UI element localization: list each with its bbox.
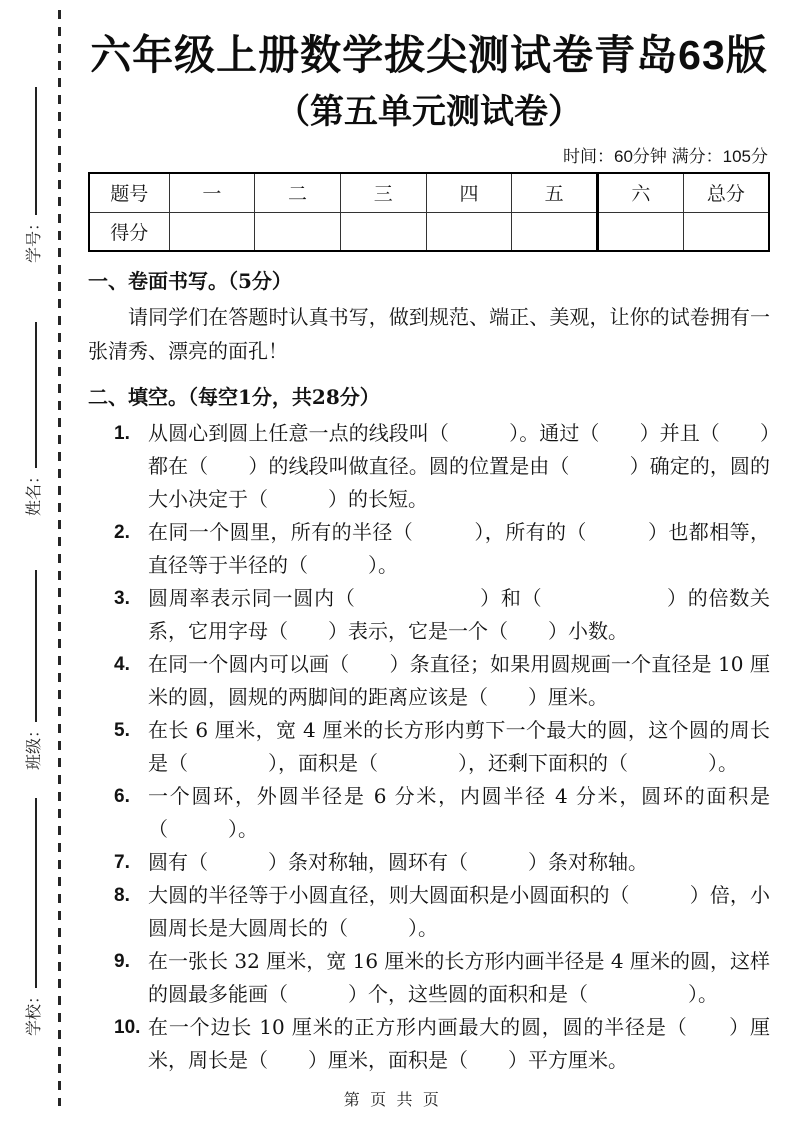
question-number: 5. <box>114 720 130 741</box>
question-item <box>114 417 770 516</box>
score-cell-empty <box>340 212 426 251</box>
question-number: 9. <box>114 951 130 972</box>
question-item <box>114 1011 770 1077</box>
question-item <box>114 516 770 582</box>
school-label: 学校： <box>26 987 43 1036</box>
score-row-label: 得分 <box>89 212 169 251</box>
question-text: 在同一个圆内可以画（ ）条直径；如果用圆规画一个直径是 10 厘米的圆，圆规的两脚间的距离应该是（ ）厘米。 <box>148 652 770 709</box>
question-text: 从圆心到圆上任意一点的线段叫（ ）。通过（ ）并且（ ）都在（ ）的线段叫做直径。圆的位置是由（ ）确定的，圆的大小决定于（ ）的长短。 <box>148 421 770 511</box>
score-table <box>88 172 770 252</box>
question-item <box>114 648 770 714</box>
score-table-score-row <box>89 212 769 251</box>
score-table-header-cell: 题号 <box>89 173 169 212</box>
score-table-header-row <box>89 173 769 212</box>
name-blank-line <box>33 322 37 468</box>
seal-field-name <box>22 322 48 516</box>
name-label: 姓名： <box>26 467 43 516</box>
question-number: 7. <box>114 852 130 873</box>
score-cell-empty <box>512 212 598 251</box>
question-text: 圆周率表示同一圆内（ ）和（ ）的倍数关系，它用字母（ ）表示，它是一个（ ）小数。 <box>148 586 770 643</box>
fill-in-blank-question-list <box>114 417 770 1077</box>
question-number: 10. <box>114 1017 141 1038</box>
question-item <box>114 879 770 945</box>
question-item <box>114 945 770 1011</box>
class-blank-line <box>33 570 37 722</box>
page-footer: 第页共页 <box>343 1090 450 1109</box>
question-item <box>114 714 770 780</box>
score-cell-empty <box>255 212 341 251</box>
score-table-header-cell: 二 <box>255 173 341 212</box>
score-table-header-cell: 六 <box>598 173 684 212</box>
paper-title: 六年级上册数学拔尖测试卷青岛63版 <box>90 32 768 78</box>
score-table-header-cell: 总分 <box>683 173 769 212</box>
exam-paper-content <box>88 0 770 1077</box>
question-text: 在一个边长 10 厘米的正方形内画最大的圆，圆的半径是（ ）厘米，周长是（ ）厘米，面积是（ ）平方厘米。 <box>148 1015 770 1072</box>
score-cell-empty <box>169 212 255 251</box>
seal-field-school <box>22 798 48 1036</box>
question-item <box>114 582 770 648</box>
score-table-header-cell: 一 <box>169 173 255 212</box>
question-number: 2. <box>114 522 130 543</box>
section-two-heading: 二、填空。（每空1分，共28分） <box>88 385 380 409</box>
question-text: 在同一个圆里，所有的半径（ ），所有的（ ）也都相等，直径等于半径的（ ）。 <box>148 520 770 577</box>
question-text: 一个圆环，外圆半径是 6 分米，内圆半径 4 分米，圆环的面积是（ ）。 <box>148 784 770 841</box>
question-text: 在一张长 32 厘米，宽 16 厘米的长方形内画半径是 4 厘米的圆，这样的圆最多能画（ ）个，这些圆的面积和是（ ）。 <box>148 949 770 1006</box>
score-table-header-cell: 四 <box>426 173 512 212</box>
question-number: 6. <box>114 786 130 807</box>
seal-field-student-no <box>22 87 48 263</box>
score-cell-empty <box>426 212 512 251</box>
score-table-header-cell: 三 <box>340 173 426 212</box>
question-number: 1. <box>114 423 130 444</box>
seal-field-class <box>22 570 48 770</box>
score-cell-empty <box>683 212 769 251</box>
question-number: 8. <box>114 885 130 906</box>
student-no-blank-line <box>33 87 37 215</box>
question-number: 4. <box>114 654 130 675</box>
seal-cut-dashed-line <box>58 10 61 1106</box>
school-blank-line <box>33 798 37 988</box>
class-label: 班级： <box>26 721 43 770</box>
score-cell-empty <box>598 212 684 251</box>
student-no-label: 学号： <box>26 214 43 263</box>
question-number: 3. <box>114 588 130 609</box>
question-text: 大圆的半径等于小圆直径，则大圆面积是小圆面积的（ ）倍，小圆周长是大圆周长的（ ）。 <box>148 883 770 940</box>
section-one-paragraph: 请同学们在答题时认真书写，做到规范、端正、美观，让你的试卷拥有一张清秀、漂亮的面孔！ <box>88 305 770 363</box>
question-text: 圆有（ ）条对称轴，圆环有（ ）条对称轴。 <box>148 850 648 874</box>
section-one-heading: 一、卷面书写。（5分） <box>88 269 292 293</box>
paper-subtitle: （第五单元测试卷） <box>276 93 582 131</box>
question-text: 在长 6 厘米，宽 4 厘米的长方形内剪下一个最大的圆，这个圆的周长是（ ），面积是（ ），还剩下面积的（ ）。 <box>148 718 770 775</box>
question-item <box>114 780 770 846</box>
question-item <box>114 846 770 879</box>
score-table-header-cell: 五 <box>512 173 598 212</box>
exam-time-score-info: 时间：60分钟 满分：105分 <box>563 147 768 166</box>
